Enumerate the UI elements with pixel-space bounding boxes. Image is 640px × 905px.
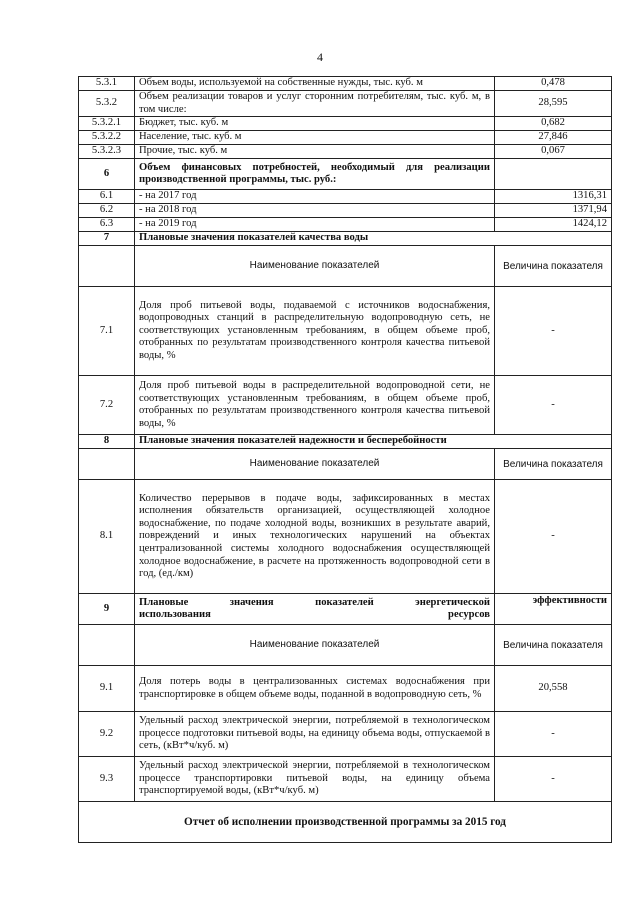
section-header-row — [79, 232, 612, 246]
footer-row — [79, 802, 612, 843]
section-number: 7 — [79, 232, 135, 246]
row-description: Бюджет, тыс. куб. м — [135, 117, 495, 131]
row-description: Доля проб питьевой воды, подаваемой с источников водоснабжения, водопроводных станций в распределительную водопроводную сеть, не соответствующих установленным требованиям, в общем объеме проб, отобранных по результатам производственного контроля качества питьевой воды, % — [135, 287, 495, 376]
empty-cell — [79, 246, 135, 287]
row-number: 5.3.2 — [79, 91, 135, 117]
row-number: 6.3 — [79, 218, 135, 232]
section-title: Объем финансовых потребностей, необходимый для реализации производственной программы, тыс. руб.: — [135, 159, 495, 190]
row-number: 7.1 — [79, 287, 135, 376]
row-number: 6.1 — [79, 190, 135, 204]
section-title: Плановые значения показателей качества воды — [135, 232, 612, 246]
column-header-name: Наименование показателей — [135, 246, 495, 287]
row-value: - — [495, 287, 612, 376]
row-value: 1316,31 — [495, 190, 612, 204]
table-row — [79, 190, 612, 204]
row-value: 27,846 — [495, 131, 612, 145]
table-row — [79, 218, 612, 232]
section-title-line2: использования ресурсов — [139, 609, 490, 621]
row-number: 9.2 — [79, 712, 135, 757]
section-header-row — [79, 435, 612, 449]
row-number: 9.3 — [79, 757, 135, 802]
row-number: 9.1 — [79, 666, 135, 712]
row-value: - — [495, 376, 612, 435]
row-value: 0,682 — [495, 117, 612, 131]
column-header-name: Наименование показателей — [135, 625, 495, 666]
section-number: 6 — [79, 159, 135, 190]
section-number: 8 — [79, 435, 135, 449]
row-description: Доля проб питьевой воды в распределительной водопроводной сети, не соответствующих установленным требованиям, в общем объеме проб, отобранных по результатам производственного контроля качества питьевой воды, % — [135, 376, 495, 435]
table-row — [79, 204, 612, 218]
table-row — [79, 91, 612, 117]
row-number: 8.1 — [79, 480, 135, 594]
section-header-row — [79, 594, 612, 625]
table-row — [79, 480, 612, 594]
row-description: Объем воды, используемой на собственные нужды, тыс. куб. м — [135, 77, 495, 91]
row-description: Прочие, тыс. куб. м — [135, 145, 495, 159]
row-description: Количество перерывов в подаче воды, зафиксированных в местах исполнения обязательств организацией, осуществляющей холодное водоснабжение, по подаче холодной воды, возникших в результате аварий, повреждений и иных технологических нарушений на объектах централизованной системы холодного водоснабжения осуществляющей холодное водоснабжение, в расчете на протяженность водопроводной сети в год, (ед./км) — [135, 480, 495, 594]
row-value: 20,558 — [495, 666, 612, 712]
row-description: Удельный расход электрической энергии, потребляемой в технологическом процессе подготовки питьевой воды, на единицу объема воды, отпускаемой в сеть, (кВт*ч/куб. м) — [135, 712, 495, 757]
table-row — [79, 376, 612, 435]
row-description: - на 2019 год — [135, 218, 495, 232]
row-number: 7.2 — [79, 376, 135, 435]
row-description: - на 2017 год — [135, 190, 495, 204]
row-number: 6.2 — [79, 204, 135, 218]
row-description: Объем реализации товаров и услуг сторонним потребителям, тыс. куб. м, в том числе: — [135, 91, 495, 117]
page-number: 4 — [317, 50, 323, 64]
column-header-value: Величина показателя — [495, 449, 612, 480]
table-row — [79, 712, 612, 757]
table-row — [79, 117, 612, 131]
column-header-row — [79, 246, 612, 287]
table-row — [79, 131, 612, 145]
section-header-row — [79, 159, 612, 190]
column-header-value: Величина показателя — [495, 246, 612, 287]
table-row — [79, 666, 612, 712]
row-value: 0,067 — [495, 145, 612, 159]
row-description: - на 2018 год — [135, 204, 495, 218]
section-title: Плановые значения показателей надежности и бесперебойности — [135, 435, 612, 449]
row-number: 5.3.1 — [79, 77, 135, 91]
row-value: 1424,12 — [495, 218, 612, 232]
section-title-tail: эффективности — [495, 594, 612, 625]
row-number: 5.3.2.3 — [79, 145, 135, 159]
column-header-row — [79, 625, 612, 666]
empty-cell — [495, 159, 612, 190]
empty-cell — [79, 449, 135, 480]
row-description: Население, тыс. куб. м — [135, 131, 495, 145]
production-program-table — [78, 76, 612, 843]
column-header-row — [79, 449, 612, 480]
empty-cell — [79, 625, 135, 666]
section-number: 9 — [79, 594, 135, 625]
column-header-name: Наименование показателей — [135, 449, 495, 480]
row-value: 1371,94 — [495, 204, 612, 218]
row-value: - — [495, 480, 612, 594]
column-header-value: Величина показателя — [495, 625, 612, 666]
table-row — [79, 287, 612, 376]
row-value: 0,478 — [495, 77, 612, 91]
report-title: Отчет об исполнении производственной программы за 2015 год — [79, 802, 612, 843]
table-row — [79, 145, 612, 159]
row-description: Доля потерь воды в централизованных системах водоснабжения при транспортировке в общем объеме воды, поданной в водопроводную сеть, % — [135, 666, 495, 712]
row-number: 5.3.2.1 — [79, 117, 135, 131]
row-value: - — [495, 712, 612, 757]
section-title-line1: Плановые значения показателей энергетической — [139, 596, 490, 608]
table-row — [79, 757, 612, 802]
table-row — [79, 77, 612, 91]
row-description: Удельный расход электрической энергии, потребляемой в технологическом процессе транспортировки питьевой воды, на единицу объема транспортируемой воды, (кВт*ч/куб. м) — [135, 757, 495, 802]
section-title — [135, 594, 495, 625]
row-number: 5.3.2.2 — [79, 131, 135, 145]
row-value: 28,595 — [495, 91, 612, 117]
row-value: - — [495, 757, 612, 802]
